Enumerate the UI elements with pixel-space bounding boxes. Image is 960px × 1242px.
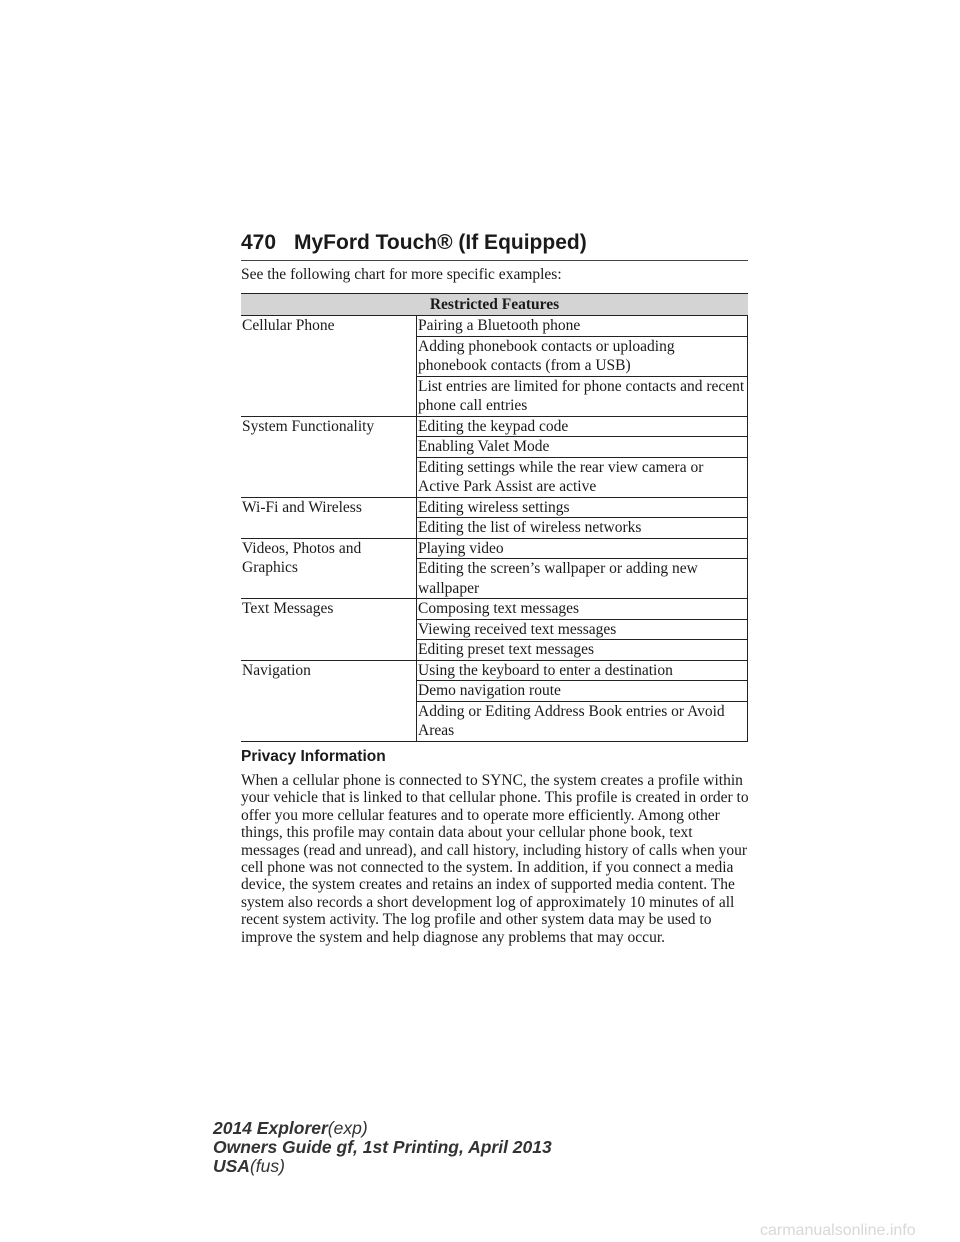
restricted-features-table bbox=[241, 293, 748, 742]
page-header bbox=[241, 230, 748, 261]
feature-item: Demo navigation route bbox=[416, 680, 748, 701]
privacy-paragraph: When a cellular phone is connected to SYNC, the system creates a profile within your vehicle that is linked to that cellular phone. This profile is created in order to offer you more cellular features and to operate more efficiently. Among other things, this profile may contain data about your cellular phone book, text messages (read and unread), and call history, including history of calls when your cell phone was not connected to the system. In addition, if you connect a media device, the system creates and retains an index of supported media content. The system also records a short development log of approximately 10 minutes of all recent system activity. The log profile and other system data may be used to improve the system and help diagnose any problems that may occur. bbox=[241, 772, 749, 946]
category-cell: Videos, Photos and Graphics bbox=[242, 539, 362, 576]
feature-item: Enabling Valet Mode bbox=[416, 436, 748, 457]
intro-text: See the following chart for more specific examples: bbox=[241, 266, 562, 283]
features-cell bbox=[416, 539, 748, 599]
feature-item: Editing wireless settings bbox=[416, 498, 748, 518]
page-number: 470 bbox=[241, 231, 277, 254]
feature-item: Pairing a Bluetooth phone bbox=[416, 316, 748, 336]
table-group-row bbox=[241, 598, 748, 660]
table-group-row bbox=[241, 497, 748, 538]
table-group-row bbox=[241, 416, 748, 497]
footer-model-code: (exp) bbox=[327, 1118, 368, 1138]
category-cell: Cellular Phone bbox=[242, 317, 335, 334]
watermark-text: carmanualsonline.info bbox=[760, 1222, 916, 1239]
table-group-row bbox=[241, 660, 748, 741]
footer-market-code: (fus) bbox=[249, 1156, 285, 1176]
feature-item: Viewing received text messages bbox=[416, 619, 748, 640]
table-body bbox=[241, 316, 748, 741]
table-group-row bbox=[241, 538, 748, 599]
features-cell bbox=[416, 498, 748, 538]
section-title: MyFord Touch® (If Equipped) bbox=[294, 231, 587, 254]
features-cell bbox=[416, 599, 748, 660]
features-cell bbox=[416, 417, 748, 497]
print-footer bbox=[213, 1119, 552, 1176]
category-cell: Wi-Fi and Wireless bbox=[242, 498, 362, 516]
table-group-row bbox=[241, 316, 748, 416]
feature-item: Editing the list of wireless networks bbox=[416, 517, 748, 538]
category-cell: Navigation bbox=[242, 661, 311, 679]
feature-item: Using the keyboard to enter a destination bbox=[416, 661, 748, 681]
feature-item: List entries are limited for phone contacts and recent phone call entries bbox=[416, 376, 748, 416]
feature-item: Adding phonebook contacts or uploading phonebook contacts (from a USB) bbox=[416, 336, 748, 376]
feature-item: Composing text messages bbox=[416, 599, 748, 619]
privacy-heading: Privacy Information bbox=[241, 748, 386, 765]
category-cell: Text Messages bbox=[242, 600, 334, 617]
feature-item: Editing the keypad code bbox=[416, 417, 748, 437]
features-cell bbox=[416, 316, 748, 416]
features-cell bbox=[416, 661, 748, 741]
feature-item: Editing the screen’s wallpaper or adding new wallpaper bbox=[416, 558, 748, 598]
footer-line-model bbox=[213, 1119, 552, 1138]
footer-line-market bbox=[213, 1157, 552, 1176]
footer-market: USA bbox=[213, 1156, 250, 1176]
feature-item: Editing preset text messages bbox=[416, 639, 748, 660]
category-cell: System Functionality bbox=[242, 417, 375, 435]
feature-item: Editing settings while the rear view camera or Active Park Assist are active bbox=[416, 457, 748, 497]
footer-printing: Owners Guide gf, 1st Printing, April 2013 bbox=[213, 1137, 552, 1157]
feature-item: Adding or Editing Address Book entries or Avoid Areas bbox=[416, 701, 748, 741]
feature-item: Playing video bbox=[416, 539, 748, 559]
footer-model: 2014 Explorer bbox=[213, 1118, 328, 1138]
table-heading: Restricted Features bbox=[241, 293, 748, 316]
